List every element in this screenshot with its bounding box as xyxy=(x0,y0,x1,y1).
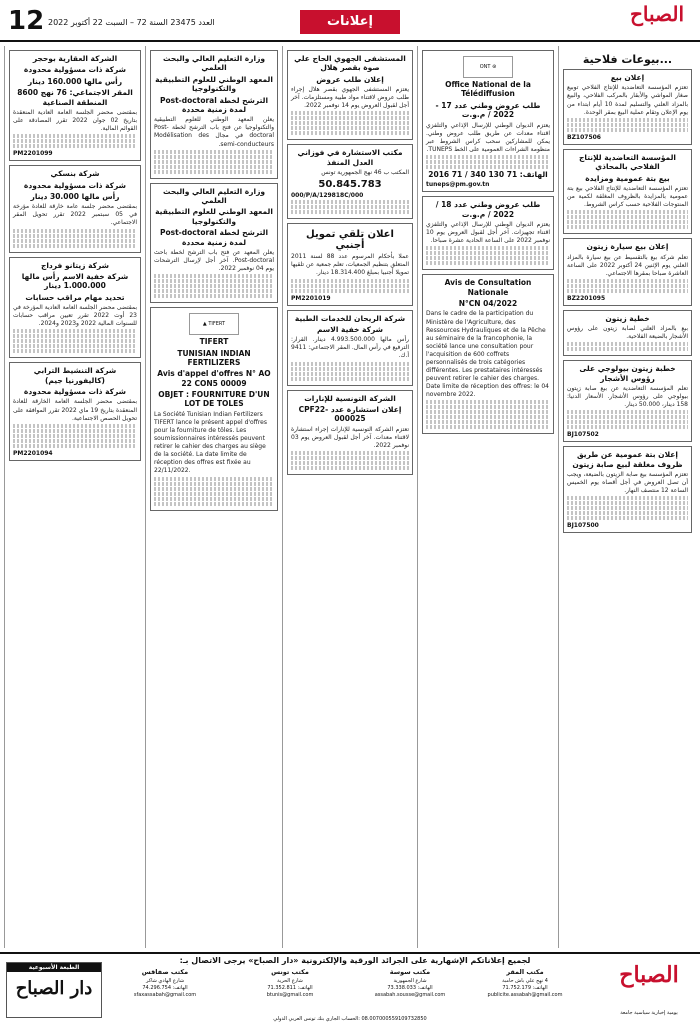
office-address: شارع الحرية xyxy=(277,978,303,984)
notice-text: تعتزم الشركة التونسية للإنارات إجراء استشارة لاقتناء معدات. آخر أجل لقبول العروض يوم 03 نوفمبر 2022. xyxy=(291,425,409,449)
notice-text: يعلن المعهد عن فتح باب الترشح لخطة باحث Post-doctoral. آخر أجل لإرسال الترشحات يوم 04 نوفمبر 2022. xyxy=(154,248,274,273)
column-4 xyxy=(145,46,282,948)
office-name: مكتب صفاقس xyxy=(141,968,189,976)
notice-text: تعتزم المؤسسة بيع صابة الزيتون بالضيعة، ويجب أن تصل العروض في أجل أقصاه يوم الخميس الساعة 12 منتصف النهار. xyxy=(567,471,688,495)
notice-text: بمقتضى محضر جلسة عامة خارقة للعادة مؤرخة في 05 سبتمبر 2022 تقرر تحويل المقر الاجتماعي. xyxy=(13,203,137,227)
office-sfax xyxy=(110,968,220,1014)
office-phone: الهاتف: 74.296.754 xyxy=(142,984,188,991)
office-tunis xyxy=(235,968,345,1014)
notice-title: المؤسسة التعاضدية للإنتاج الفلاحي بالمحاذي xyxy=(579,152,676,172)
page-number: 12 xyxy=(8,6,45,36)
notice-text: المكتب ب 46 نهج الجمهورية تونس xyxy=(321,169,409,177)
notice-text: بمقتضى محضر الجلسة العامة العادية المؤرخة في 23 أوت 2022 تقرر تعيين مراقب حسابات للسنوات المالية 2022 و2023 و2024. xyxy=(13,304,137,328)
office-address: 4 نهج علي باش حامبة xyxy=(502,978,548,984)
notice-subtitle: المعهد الوطني للعلوم التطبيقية والتكنولوجيا xyxy=(155,207,273,226)
section-title: إعلانات xyxy=(300,10,400,34)
tifert-logo-icon: ▲ TIFERT xyxy=(189,313,239,335)
notice-text: يعتزم المستشفى الجهوي بقصر هلال إجراء طلب عروض لاقتناء مواد طبية ومستلزمات. آخر أجل لقبول العروض يوم 14 نوفمبر 2022. xyxy=(291,86,409,110)
page-footer xyxy=(0,952,700,1022)
notice-box xyxy=(150,307,278,510)
office-email: assabah.sousse@gmail.com xyxy=(374,991,446,998)
notice-text: بمقتضى محضر الجلسة العامة الخارقة للعادة المنعقدة بتاريخ 19 ماي 2022 تقرر الموافقة على تحويل الحصص الاجتماعية. xyxy=(13,398,137,422)
notice-subtitle: بيع بتة عمومية ومزايدة xyxy=(585,173,670,183)
notice-org: Office National de la Télédiffusion xyxy=(445,80,531,99)
office-name: مكتب المقر xyxy=(506,968,544,976)
newspaper-logo: الصباح xyxy=(629,2,685,26)
notice-email: tuneps@pm.gov.tn xyxy=(426,181,490,189)
notice-title: مكتب الاستشارة في فوزاني العدل المنفذ xyxy=(297,148,403,167)
notice-title: TIFERT xyxy=(199,337,229,347)
notice-title: شركة زيتانو فرداج xyxy=(40,260,110,270)
notice-text: تعتزم المؤسسة التعاضدية للإنتاج الفلاحي بيع بتة عمومية بالمزايدة بالظروف المغلقة لكمية من المنتوجات الفلاحية حسب كراس الشروط. xyxy=(567,184,688,209)
notice-title: إعلان بتة عمومية عن طريق ظروف مغلقة لبيع صابة زيتون xyxy=(572,450,683,469)
notice-subtitle: إعلان استشارة عدد CPF22-000025 xyxy=(298,404,402,424)
notice-title: خطبة زيتون بيولوجي على رؤوس الأشجار xyxy=(579,364,676,383)
notice-text: يعلن المعهد الوطني للعلوم التطبيقية والتكنولوجيا عن فتح باب الترشح لخطة Post-doctoral في مجال Modélisation des semi-conducteurs. xyxy=(154,116,274,148)
office-email: btunis@gmail.com xyxy=(266,991,314,998)
office-email: publicite.assabah@gmail.com xyxy=(487,991,563,998)
notice-address: المقر الاجتماعي: 76 نهج 8600 المنطقة الصناعية xyxy=(17,88,133,107)
notice-heading: الترشح لخطة Post-doctoral لمدة زمنية محددة xyxy=(159,95,269,114)
notice-title: طلب عروض وطني عدد 18 / 2022 / م.و.ت xyxy=(435,200,541,219)
footer-title: لجميع إعلاناتكم الإشهارية على الجرائد الورقية والإلكترونية «دار الصباح» يرجى الاتصال بـ: xyxy=(179,956,531,965)
notice-title: ...بيوعات فلاحية xyxy=(582,53,673,66)
notice-text: تعلم شركة بيع بالتقسيط عن بيع سيارة بالمزاد العلني يوم الإثنين 24 أكتوبر 2022 على الساعة العاشرة صباحا بمقرها الاجتماعي. xyxy=(567,253,689,277)
notice-object: OBJET : FOURNITURE D'UN LOT DE TOLES xyxy=(158,390,270,409)
notice-capital: رأس مالها 30.000 دينار xyxy=(30,191,120,201)
notice-box xyxy=(422,196,554,270)
column-5 xyxy=(4,46,145,948)
notice-subtitle: شركة خفية الاسم رأس مالها 1.000.000 دينار xyxy=(21,271,129,291)
office-name: مكتب سوسة xyxy=(389,968,431,976)
notice-box xyxy=(9,50,141,161)
notice-code: PM2201094 xyxy=(13,449,53,457)
notice-title: شركة الريحان للخدمات الطبية xyxy=(294,313,406,323)
notice-box xyxy=(287,144,413,219)
notice-box xyxy=(287,223,413,305)
notice-title: الشركة التونسية للإنارات xyxy=(304,393,396,403)
office-phone: الهاتف: 71.752.179 xyxy=(502,984,548,991)
notice-code: PM2201099 xyxy=(13,150,53,158)
notice-subtitle: شركة ذات مسؤولية محدودة xyxy=(23,65,127,75)
notice-box xyxy=(563,149,692,234)
notice-box xyxy=(150,50,278,179)
notice-subtitle: شركة خفية الاسم xyxy=(317,324,383,334)
office-address: شارع الهادي شاكر xyxy=(145,978,185,984)
notice-subtitle: المعهد الوطني للعلوم التطبيقية والتكنولوجيا xyxy=(155,74,273,94)
column-3 xyxy=(282,46,417,948)
footer-logo: الصباح xyxy=(619,962,679,988)
notice-text: تعتزم المؤسسة التعاضدية للإنتاج الفلاحي توبيع صغار المواشي والأبقار بالمركب الفلاحي، والبيع بالمزاد العلني والتسليم لمدة 10 أيام ابتداء من يوم الإعلان وتقام عملية البيع بمقر الوحدة. xyxy=(567,84,688,116)
notice-title: إعلان بيع سيارة زيتون xyxy=(586,242,669,252)
notice-code: BJ107500 xyxy=(567,522,599,530)
notice-subtitle: إعلان طلب عروض xyxy=(316,74,384,84)
notice-box xyxy=(422,274,554,434)
notice-box xyxy=(9,257,141,359)
notice-subtitle: شركة ذات مسؤولية محدودة xyxy=(23,180,127,190)
ontt-logo-icon: ⊛ ONT xyxy=(463,56,513,78)
column-1 xyxy=(558,46,696,948)
office-hq xyxy=(470,968,580,1014)
office-phone: الهاتف: 73.338.033 xyxy=(387,984,433,991)
notice-text: رأس مالها 4.993.500.000 دينار. القرار: الترفيع في رأس المال. المقر الاجتماعي: 9411 أ.ك. xyxy=(291,336,410,360)
notice-box xyxy=(287,310,413,386)
office-address: شارع الجمهورية xyxy=(393,978,427,984)
notice-subtitle: TUNISIAN INDIAN FERTILIZERS xyxy=(177,348,251,367)
notice-box xyxy=(9,165,141,252)
notice-box xyxy=(150,183,278,304)
footer-tagline: يومية إخبارية سياسية جامعة xyxy=(620,1010,678,1016)
notice-box xyxy=(287,50,413,140)
notice-ref: Avis d'appel d'offres N° AO 22 CON5 00009 xyxy=(157,369,271,388)
notice-code: BJ107502 xyxy=(567,431,599,439)
weekly-edition-label: الطبعة الأسبوعية xyxy=(7,963,101,972)
notice-text: يعتزم الديوان الوطني للإرسال الإذاعي والتلفزي اقتناء معدات عن طريق طلب عروض وطني. يمكن للمشاركين سحب كراس الشروط عبر منظومة الشراءات العمومية على الخط TUNEPS. xyxy=(426,121,550,153)
notice-subtitle: إعلان بيع xyxy=(610,73,645,82)
notice-box xyxy=(563,310,692,357)
notice-text: عملا بأحكام المرسوم عدد 88 لسنة 2011 المتعلق بتنظيم الجمعيات، تعلم جمعية عن تلقيها تمويلا أجنبيا بمبلغ 18.314.400 دينار. xyxy=(291,253,410,277)
notice-title: شركة بنسكي xyxy=(50,169,100,179)
notice-box xyxy=(563,238,692,306)
notice-code: PM2201019 xyxy=(291,294,331,302)
notice-capital: رأس مالها 160.000 دينار xyxy=(27,76,123,86)
notice-box xyxy=(287,390,413,475)
notice-title: شركة التنشيط الترابي (كاليفورنيا جيم) xyxy=(33,366,117,385)
notice-text: Dans le cadre de la participation du Ministère de l'Agriculture, des Ressources Hydrauliques et de la Pêche au séminaire de la francophonie, la société lance une consultation pour l'acquisition de 600 coffrets personnalisés de trois catégories différentes. Les prestataires intéressés peuvent retirer le cahier des charges. Date limite de réception des offres: le 04 novembre 2022. xyxy=(426,310,549,399)
notice-code: BZ2201095 xyxy=(567,294,606,302)
office-sousse xyxy=(355,968,465,1014)
notice-box xyxy=(422,50,554,192)
notice-box xyxy=(563,69,692,145)
bank-account-note: 08.007000559109732850 :الحساب الجاري بنك تونس العربي الدولي xyxy=(273,1016,427,1022)
notice-phone: الهاتف: 71 130 340 / 71 2016 xyxy=(428,169,548,179)
notice-title: خطية زيتون xyxy=(605,313,650,323)
notice-code: BZ107506 xyxy=(567,133,601,141)
notice-title: اعلان تلقي تمويل أجنبي xyxy=(306,229,394,252)
notice-title: الشركة العقارية بوحجر xyxy=(32,54,118,63)
page-header xyxy=(0,0,700,42)
office-name: مكتب تونس xyxy=(271,968,309,976)
notice-title: وزارة التعليم العالي والبحث العلمي xyxy=(162,186,266,205)
notice-text: بمقتضى محضر الجلسة العامة العادية المنعقدة بتاريخ 02 جوان 2022 تقرر المصادقة على القوائم المالية. xyxy=(13,108,137,133)
notice-title: وزارة التعليم العالي والبحث العلمي xyxy=(162,54,266,73)
notice-text: بيع بالمزاد العلني لصابة زيتون على رؤوس الأشجار بالضيعة الفلاحية. xyxy=(567,325,688,341)
notice-ref: 000/P/A/129818C/000 xyxy=(291,192,364,200)
notice-box xyxy=(9,362,141,460)
notice-subtitle: شركة ذات مسؤولية محدودة xyxy=(23,387,127,397)
notice-phone: 50.845.783 xyxy=(318,179,382,191)
notice-text: يعتزم الديوان الوطني للإرسال الإذاعي والتلفزي اقتناء تجهيزات. آخر أجل لقبول العروض يوم 10 نوفمبر 2022 على الساعة الحادية عشرة صباحا. xyxy=(426,221,550,245)
weekly-edition-box xyxy=(6,962,102,1018)
notice-ref: N°CN 04/2022 xyxy=(458,299,518,309)
notice-box xyxy=(563,360,692,442)
notice-box xyxy=(563,446,692,533)
notice-title: طلب عروض وطني عدد 17 - 2022 / م.و.ت xyxy=(435,100,541,120)
office-phone: الهاتف: 71.352.811 xyxy=(267,984,313,991)
issue-line: العدد 23475 السنة 72 – السبت 22 أكتوبر 2022 xyxy=(48,18,215,27)
notice-heading: تحديد مهام مراقب حسابات xyxy=(25,292,125,302)
notice-title: المستشفى الجهوي الحاج علي صوة بقصر هلال xyxy=(294,54,406,73)
weekly-edition-logo: دار الصباح xyxy=(15,978,93,999)
column-2 xyxy=(417,46,558,948)
office-email: sfaxassabah@gmail.com xyxy=(133,991,197,998)
notice-heading: الترشح لخطة Post-doctoral لمدة زمنية محددة xyxy=(159,228,269,247)
notice-title: Avis de Consultation Nationale xyxy=(444,278,532,297)
notice-text: تعلم المؤسسة التعاضدية عن بيع صابة زيتون بيولوجي على رؤوس الأشجار. الأسعار الدنيا: 158 دينار، 50.000 دينار. xyxy=(567,385,688,409)
notice-text: La Société Tunisian Indian Fertilizers TIFERT lance le présent appel d'offres pour la fourniture de tôles. Les soumissionnaires intéressés peuvent retirer le cahier des charges au siège de la société. La date limite de réception des offres est fixée au 22/11/2022. xyxy=(154,410,267,475)
